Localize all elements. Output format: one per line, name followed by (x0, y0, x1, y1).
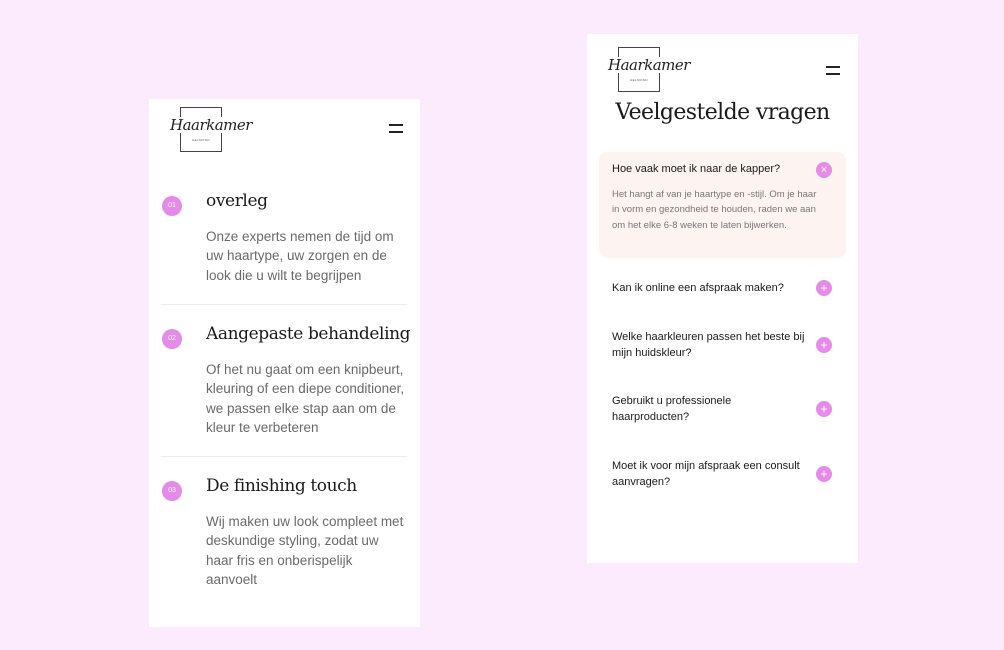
logo-subtext: HELMOND (192, 138, 210, 142)
close-x-icon[interactable]: × (816, 162, 832, 178)
logo[interactable] (608, 47, 690, 92)
faq-question[interactable]: Gebruikt u professionele haarproducten? (612, 395, 732, 423)
faq-question[interactable]: Moet ik voor mijn afspraak een consult aanvragen? (612, 460, 800, 488)
step-description: Of het nu gaat om een knipbeurt, kleuring of een diepe conditioner, we passen elke stap aan om de kleur te verbeteren (206, 362, 405, 435)
faq-answer: Het hangt af van je haartype en -stijl. Om je haar in vorm en gezondheid te houden, raden we aan om het elke 6-8 weken te laten bijwerken. (612, 189, 817, 231)
steps-screen (149, 99, 420, 627)
hamburger-menu-icon[interactable] (826, 66, 840, 75)
step-description: Onze experts nemen de tijd om uw haartype, uw zorgen en de look die u wilt te begrijpen (206, 229, 394, 283)
faq-question[interactable]: Hoe vaak moet ik naar de kapper? (612, 163, 781, 175)
page-title: Veelgestelde vragen (615, 100, 830, 125)
plus-icon[interactable]: + (816, 401, 832, 417)
faq-question[interactable]: Kan ik online een afspraak maken? (612, 282, 784, 294)
step-title: Aangepaste behandeling (206, 324, 411, 344)
step-number-badge: 03 (162, 481, 182, 501)
logo-subtext: HELMOND (630, 78, 648, 82)
logo-text: Haarkamer (608, 56, 690, 74)
divider (161, 304, 407, 305)
plus-icon[interactable]: + (816, 337, 832, 353)
step-description: Wij maken uw look compleet met deskundige styling, zodat uw haar fris en onberispelijk aanvoelt (206, 514, 404, 587)
faq-question[interactable]: Welke haarkleuren passen het beste bij mijn huidskleur? (612, 331, 805, 359)
step-title: overleg (206, 191, 268, 211)
logo[interactable] (170, 107, 252, 152)
faq-screen (587, 34, 858, 563)
step-title: De finishing touch (206, 476, 357, 496)
plus-icon[interactable]: + (816, 466, 832, 482)
hamburger-menu-icon[interactable] (389, 124, 403, 133)
plus-icon[interactable]: + (816, 280, 832, 296)
logo-text: Haarkamer (170, 116, 252, 134)
step-number-badge: 02 (162, 329, 182, 349)
step-number-badge: 01 (162, 196, 182, 216)
divider (161, 456, 407, 457)
